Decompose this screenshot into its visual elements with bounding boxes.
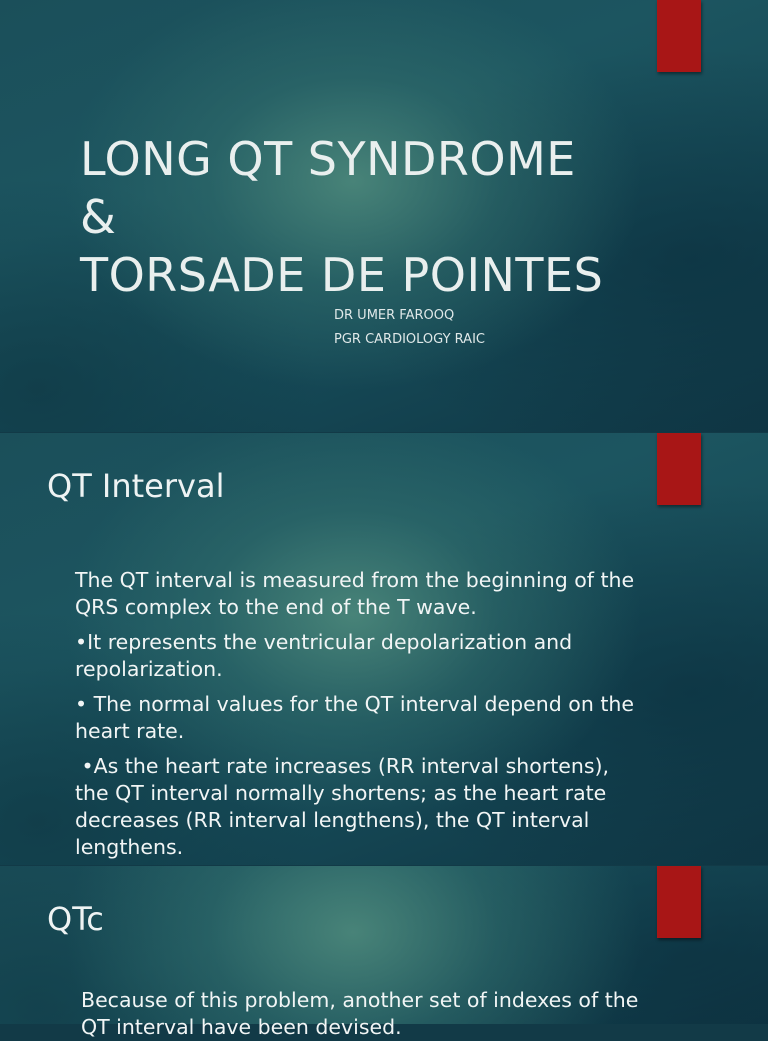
- author-name: DR UMER FAROOQ: [334, 308, 455, 323]
- slide-title: [0, 0, 768, 432]
- body-paragraph: •As the heart rate increases (RR interval shortens), the QT interval normally shortens; as the heart rate decreases (RR interval lengthens), the QT interval lengthens.: [75, 754, 616, 859]
- title-line: TORSADE DE POINTES: [80, 248, 604, 302]
- body-paragraph: The QT interval is measured from the beginning of the QRS complex to the end of the T wave.: [75, 568, 635, 619]
- author-affiliation: PGR CARDIOLOGY RAIC: [334, 332, 485, 347]
- slide-body: [81, 987, 641, 1041]
- slide-title-heading: [80, 130, 603, 304]
- accent-bar: [657, 866, 701, 938]
- body-paragraph: •It represents the ventricular depolarization and repolarization.: [75, 630, 573, 681]
- slide-qt-interval: [0, 433, 768, 865]
- slide-heading: QTc: [47, 900, 104, 938]
- author-block: [334, 304, 485, 352]
- body-paragraph: Because of this problem, another set of indexes of the QT interval have been devised.: [81, 988, 639, 1039]
- slide-body: [75, 567, 645, 869]
- slide-qtc: [0, 866, 768, 1039]
- slide-heading: QT Interval: [47, 467, 225, 505]
- accent-bar: [657, 0, 701, 72]
- accent-bar: [657, 433, 701, 505]
- body-paragraph: • The normal values for the QT interval depend on the heart rate.: [75, 692, 634, 743]
- title-line: LONG QT SYNDROME: [80, 132, 576, 186]
- title-line: &: [80, 190, 117, 244]
